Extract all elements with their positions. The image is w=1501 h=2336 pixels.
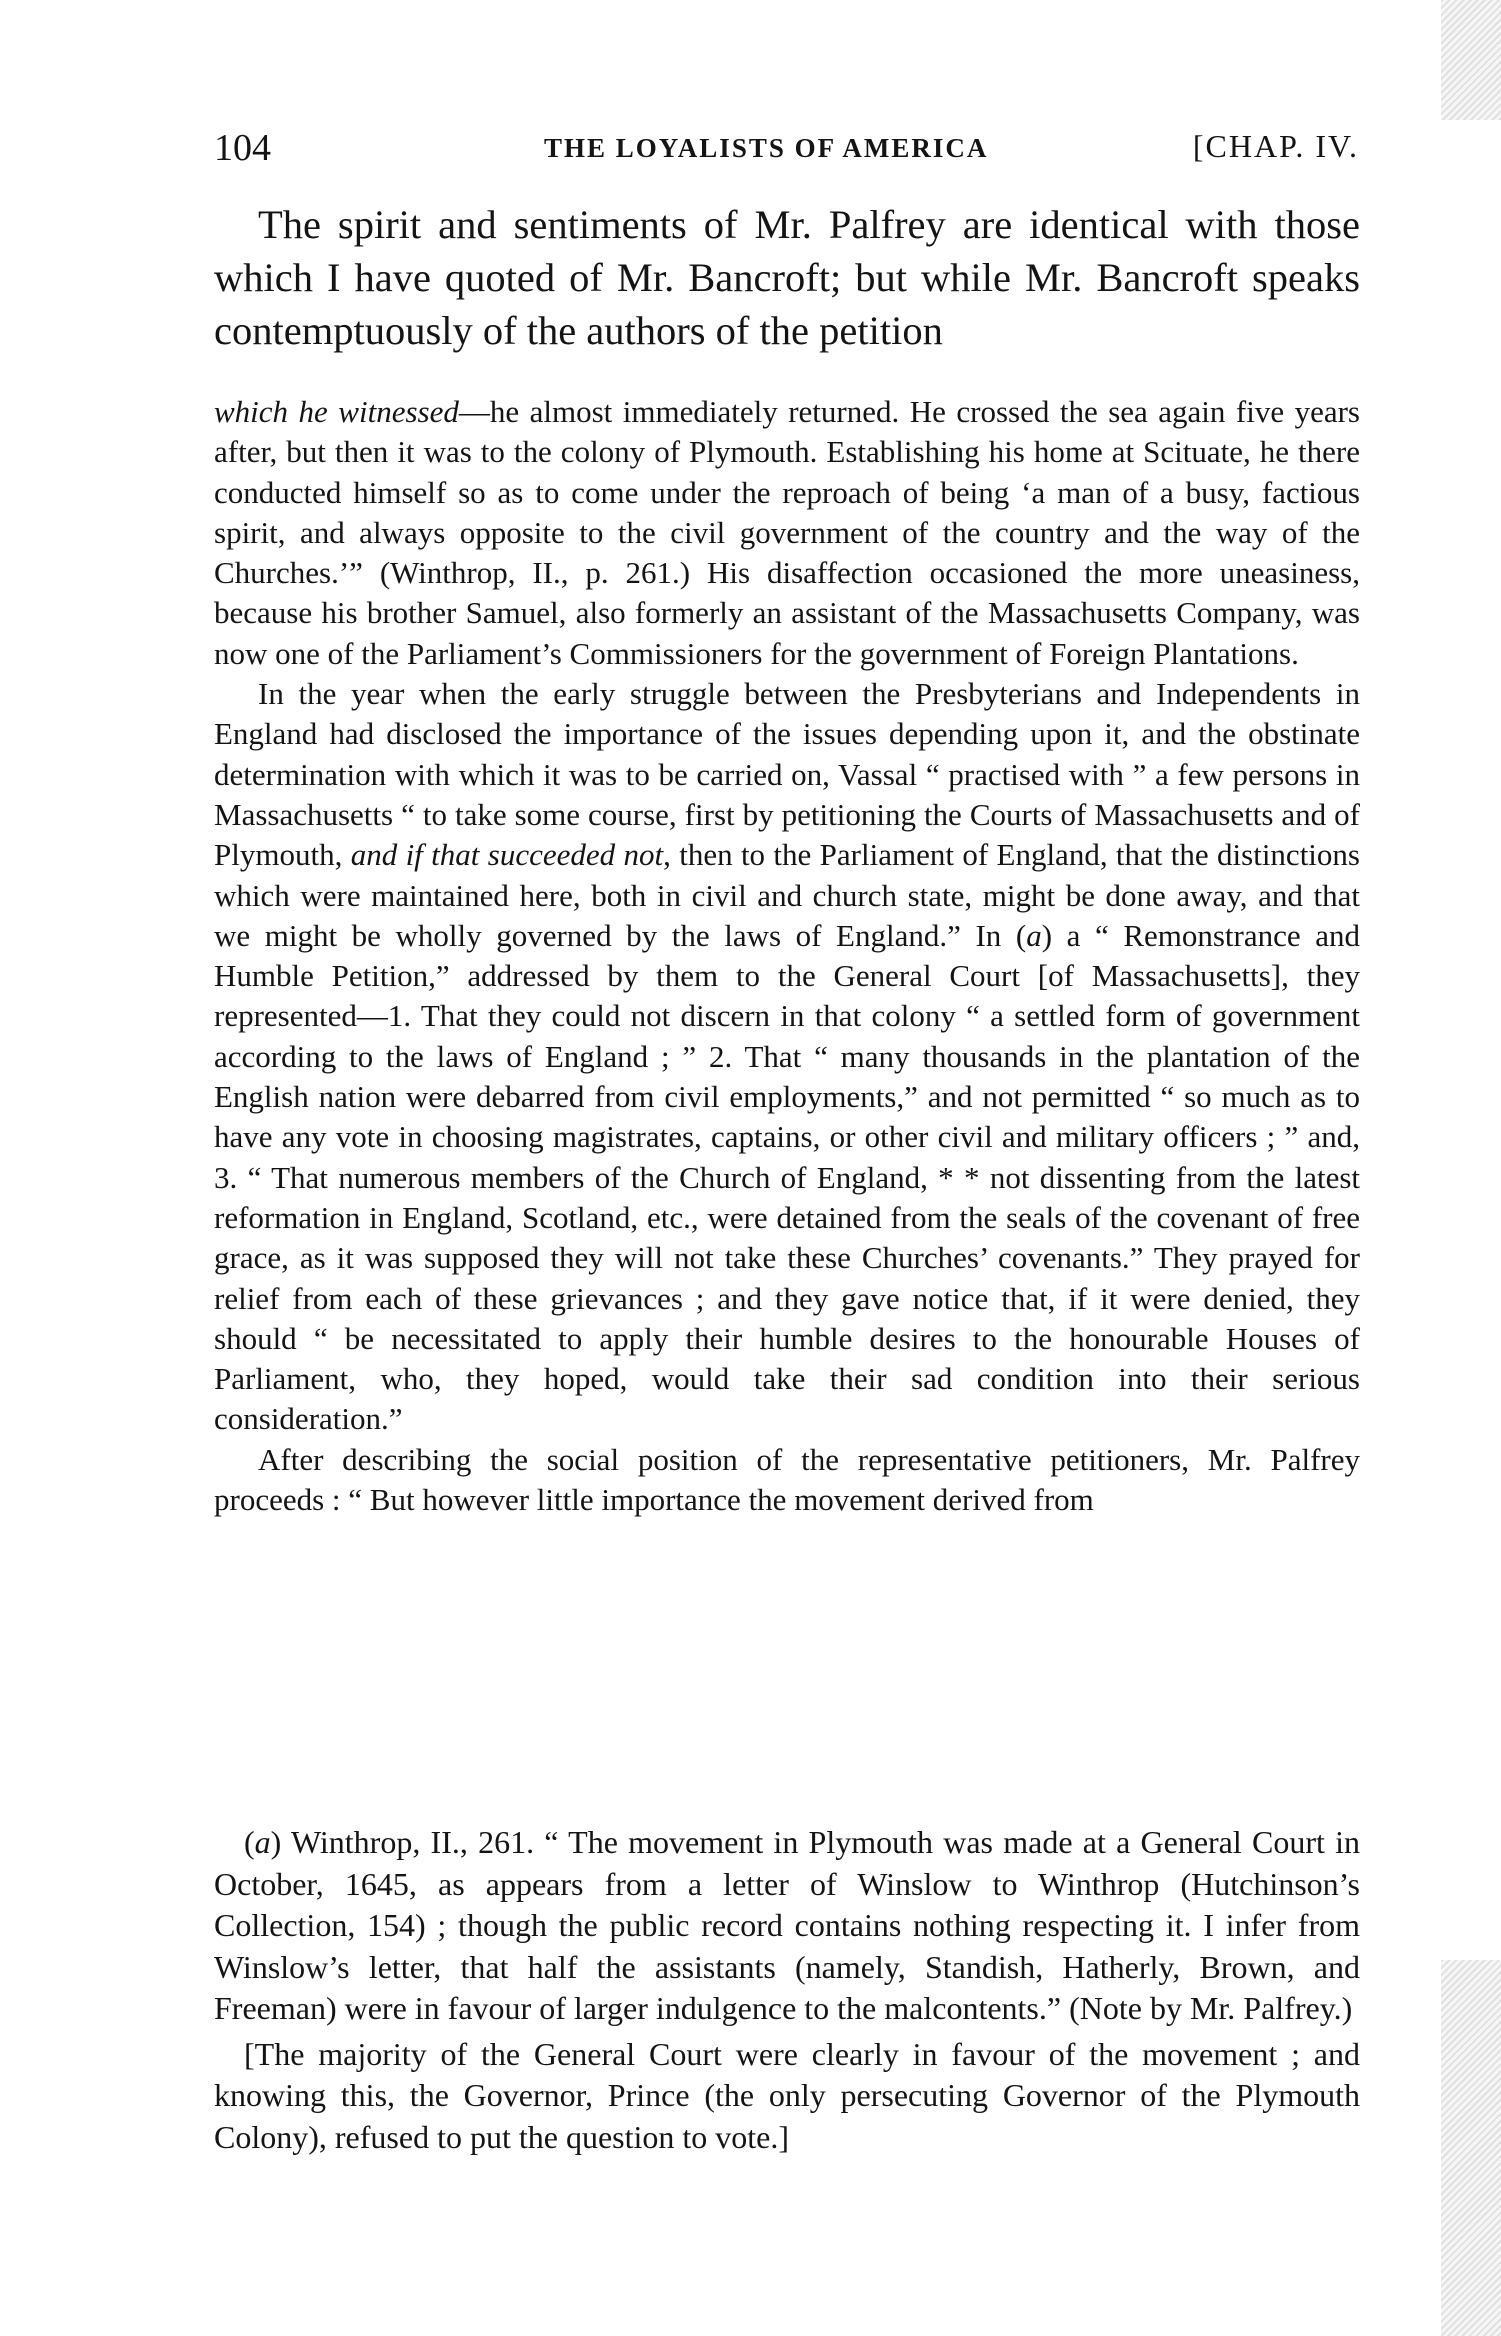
main-body xyxy=(214,392,1360,1520)
page-number: 104 xyxy=(214,127,271,169)
text-run: [The majority of the General Court were clearly in favour of the movement ; and knowing this, the Governor, Prince (the only persecuting Governor of the Plymouth Colony), refused to put the question to vote.] xyxy=(214,2035,1360,2155)
text-run: ) Winthrop, II., 261. “ The movement in Plymouth was made at a General Court in October, 1645, as appears from a letter of Winslow to Winthrop (Hutchinson’s Collection, 154) ; though the public record contains nothing respecting it. I infer from Winslow’s letter, that half the assistants (namely, Standish, Hatherly, Brown, and Freeman) were in favour of larger indulgence to the malcontents.” (Note by Mr. Palfrey.) xyxy=(214,1824,1360,2026)
chapter-reference: [CHAP. IV. xyxy=(1192,128,1359,164)
intro-paragraph: The spirit and sentiments of Mr. Palfrey are identical with those which I have quoted of Mr. Bancroft; but while Mr. Bancroft speaks contemptuously of the authors of the petition xyxy=(214,202,1360,353)
text-run: ( xyxy=(244,1824,255,1860)
body-paragraph xyxy=(214,1440,1360,1521)
italic-text: a xyxy=(1026,917,1042,953)
footnote xyxy=(214,2034,1360,2159)
text-run: In the year when the early struggle between the Presbyterians and Independents in England had disclosed the importance of the issues depending upon it, and the obstinate determination with which it was to be carried on, Vassal “ practised with ” a few persons in Massachusetts “ to take some course, first by petitioning the Courts of Massachusetts and of Plymouth, xyxy=(214,676,1360,873)
text-run: , then to the Parliament of England, that the distinctions which were maintained here, both in civil and church state, might be done away, and that we might be wholly governed by the laws of England.” In ( xyxy=(214,837,1360,953)
italic-text: a xyxy=(254,1824,271,1860)
footnotes xyxy=(214,1822,1360,2158)
page-edge-shadow-bottom xyxy=(1441,1960,1501,2336)
footnote xyxy=(214,1822,1360,2030)
text-run: ) a “ Remonstrance and Humble Petition,” addressed by them to the General Court [of Massachusetts], they represented—1. That they could not discern in that colony “ a settled form of government according to the laws of England ; ” 2. That “ many thousands in the plantation of the English nation were debarred from civil employments,” and not permitted “ so much as to have any vote in choosing magistrates, captains, or other civil and military officers ; ” and, 3. “ That numerous members of the Church of England, * * not dissenting from the latest reformation in England, Scotland, etc., were detained from the seals of the covenant of free grace, as it was supposed they will not take these Churches’ covenants.” They prayed for relief from each of these grievances ; and they gave notice that, if it were denied, they should “ be necessitated to apply their humble desires to the honourable Houses of Parliament, who, they hoped, would take their sad condition into their serious consideration.” xyxy=(214,917,1360,1437)
body-paragraph xyxy=(214,674,1360,1440)
page-edge-shadow-top xyxy=(1441,0,1501,120)
italic-text: and if that succeeded not xyxy=(350,837,664,873)
body-paragraph xyxy=(214,392,1360,674)
italic-text: which he witnessed xyxy=(214,394,459,429)
running-title: THE LOYALISTS OF AMERICA xyxy=(544,133,989,163)
running-head xyxy=(214,118,1364,168)
text-run: After describing the social position of the representative petitioners, Mr. Palfrey proceeds : “ But however little importance the movement derived from xyxy=(214,1441,1360,1518)
text-run: —he almost immediately returned. He crossed the sea again five years after, but then it was to the colony of Plymouth. Establishing his home at Scituate, he there conducted himself so as to come under the reproach of being ‘a man of a busy, factious spirit, and always opposite to the civil government of the country and the way of the Churches.’” (Winthrop, II., p. 261.) His disaffection occasioned the more uneasiness, because his brother Samuel, also formerly an assistant of the Massachusetts Company, was now one of the Parliament’s Commissioners for the government of Foreign Plantations. xyxy=(214,394,1361,671)
